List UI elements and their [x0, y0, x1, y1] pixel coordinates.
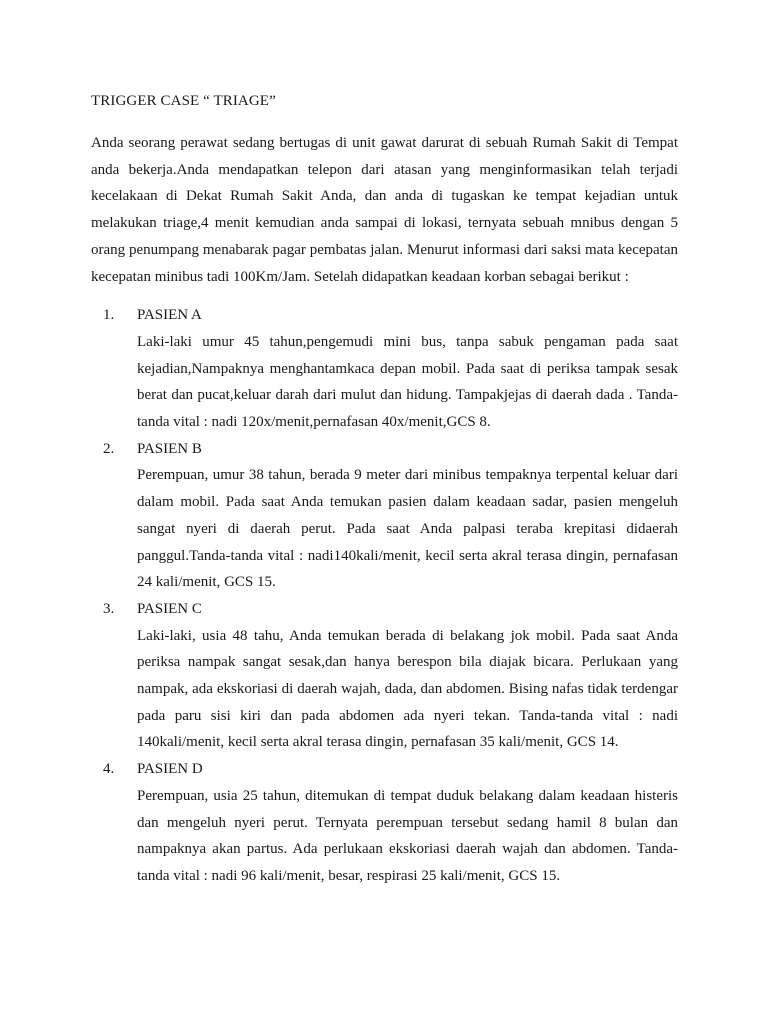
- list-number: 3.: [103, 600, 115, 617]
- list-item-pasien-d: [91, 756, 678, 890]
- list-number: 1.: [103, 307, 115, 324]
- list-item-pasien-b: [91, 436, 678, 596]
- list-number: 4.: [103, 761, 115, 778]
- patient-list: [91, 302, 678, 889]
- document-page: [91, 88, 678, 890]
- intro-paragraph: Anda seorang perawat sedang bertugas di unit gawat darurat di sebuah Rumah Sakit di Tempat anda bekerja.Anda mendapatkan telepon dari atasan yang menginformasikan telah terjadi kecelakaan di Dekat Rumah Sakit Anda, dan anda di tugaskan ke tempat kejadian untuk melakukan triage,4 menit kemudian anda sampai di lokasi, ternyata sebuah mnibus dengan 5 orang penumpang menabarak pagar pembatas jalan. Menurut informasi dari saksi mata kecepatan kecepatan minibus tadi 100Km/Jam. Setelah didapatkan keadaan korban sebagai berikut :: [91, 135, 678, 285]
- patient-description: Laki-laki, usia 48 tahu, Anda temukan berada di belakang jok mobil. Pada saat Anda periksa nampak sangat sesak,dan hanya berespon bila diajak bicara. Perlukaan yang nampak, ada ekskoriasi di daerah wajah, dada, dan abdomen. Bising nafas tidak terdengar pada paru sisi kiri dan pada abdomen ada nyeri tekan. Tanda-tanda vital : nadi 140kali/menit, kecil serta akral terasa dingin, pernafasan 35 kali/menit, GCS 14.: [137, 627, 678, 751]
- patient-heading: PASIEN A: [137, 307, 202, 324]
- document-title: TRIGGER CASE “ TRIAGE”: [91, 93, 276, 109]
- patient-heading: PASIEN B: [137, 440, 202, 457]
- list-number: 2.: [103, 440, 115, 457]
- list-item-pasien-c: [91, 596, 678, 756]
- patient-heading: PASIEN D: [137, 761, 203, 778]
- patient-description: Laki-laki umur 45 tahun,pengemudi mini bus, tanpa sabuk pengaman pada saat kejadian,Nampaknya menghantamkaca depan mobil. Pada saat di periksa tampak sesak berat dan pucat,keluar darah dari mulut dan hidung. Tampakjejas di daerah dada . Tanda-tanda vital : nadi 120x/menit,pernafasan 40x/menit,GCS 8.: [137, 333, 678, 431]
- patient-description: Perempuan, umur 38 tahun, berada 9 meter dari minibus tempaknya terpental keluar dari dalam mobil. Pada saat Anda temukan pasien dalam keadaan sadar, pasien mengeluh sangat nyeri di daerah perut. Pada saat Anda palpasi teraba krepitasi didaerah panggul.Tanda-tanda vital : nadi140kali/menit, kecil serta akral terasa dingin, pernafasan 24 kali/menit, GCS 15.: [137, 467, 678, 591]
- patient-heading: PASIEN C: [137, 600, 202, 617]
- list-item-pasien-a: [91, 302, 678, 436]
- patient-description: Perempuan, usia 25 tahun, ditemukan di tempat duduk belakang dalam keadaan histeris dan mengeluh nyeri perut. Ternyata perempuan tersebut sedang hamil 8 bulan dan nampaknya akan partus. Ada perlukaan ekskoriasi daerah wajah dan abdomen. Tanda-tanda vital : nadi 96 kali/menit, besar, respirasi 25 kali/menit, GCS 15.: [137, 787, 678, 884]
